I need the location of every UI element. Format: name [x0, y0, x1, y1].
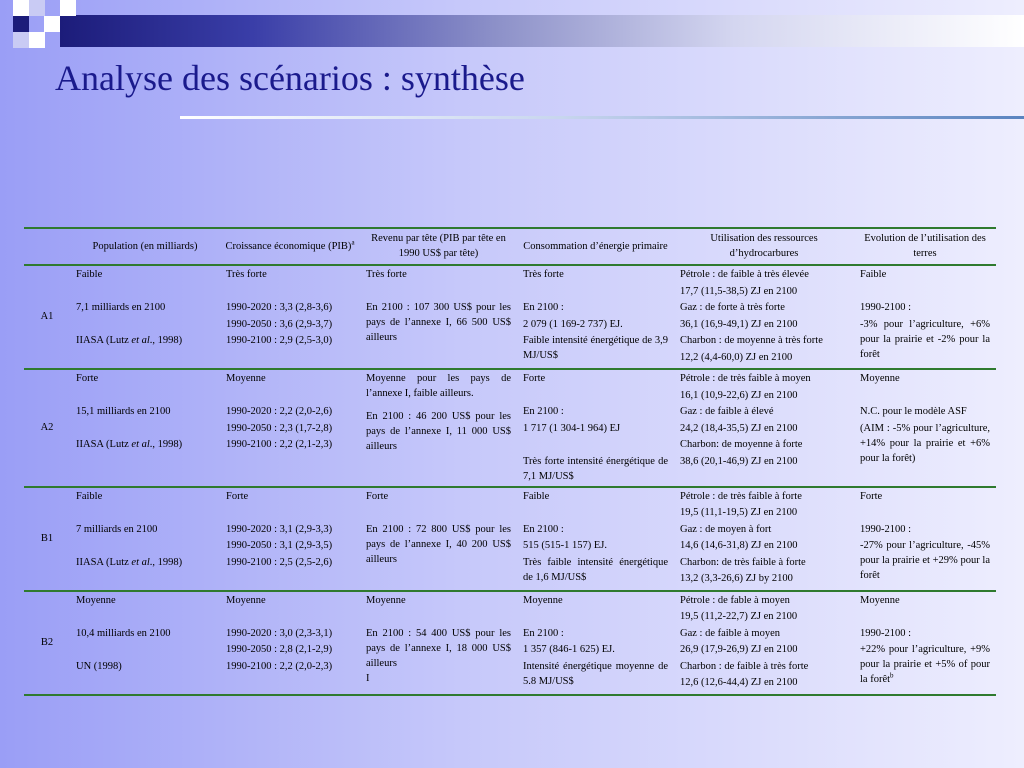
decor-square	[44, 16, 60, 32]
cell-line: 1990-2020 : 3,1 (2,9-3,3)	[226, 523, 333, 535]
cell-line: Gaz : de forte à très forte	[680, 302, 785, 313]
cell-croissance	[220, 591, 360, 695]
cell-energie	[517, 591, 674, 695]
cell-line: Moyenne	[226, 594, 266, 606]
cell-terres	[854, 265, 996, 369]
cell-line: Moyenne	[860, 373, 900, 384]
cell-spacer	[226, 284, 354, 301]
cell-line: Moyenne	[366, 594, 406, 606]
header-energie: Consommation d’énergie primaire	[517, 228, 674, 265]
cell-line: 1990-2100 : 2,9 (2,5-3,0)	[226, 335, 333, 346]
cell-line: UN (1998)	[76, 660, 122, 672]
cell-spacer	[366, 284, 511, 301]
cell-line: En 2100 : 107 300 US$ pour les pays de l’annexe I, 66 500 US$ ailleurs	[366, 302, 511, 343]
cell-spacer	[366, 505, 511, 522]
scenario-table-container	[24, 227, 996, 696]
scenario-label: B1	[24, 487, 70, 591]
source-text: ., 1998)	[149, 439, 183, 450]
cell-spacer	[76, 642, 214, 659]
page-title: Analyse des scénarios : synthèse	[55, 58, 525, 98]
table-row	[24, 369, 996, 487]
cell-line: Pétrole : de faible à très élevée	[680, 269, 809, 280]
cell-line: (AIM : -5% pour l’agriculture, +14% pour la prairie et +6% pour la forêt)	[860, 422, 990, 464]
cell-line: Moyenne pour les pays de l’annexe I, faible ailleurs.	[366, 373, 511, 399]
cell-line: Forte	[860, 490, 883, 502]
cell-spacer	[226, 505, 354, 522]
cell-line: Faible	[76, 490, 103, 502]
cell-spacer	[366, 609, 511, 626]
cell-line: 19,5 (11,2-22,7) ZJ en 2100	[680, 611, 798, 622]
cell-line	[860, 642, 990, 687]
cell-croissance	[220, 487, 360, 591]
cell-population	[70, 369, 220, 487]
cell-line: 1990-2100 :	[860, 627, 912, 639]
source-text: ., 1998)	[149, 335, 183, 346]
footnote-b: b	[890, 671, 894, 680]
cell-line: Charbon: de moyenne à forte	[680, 439, 803, 450]
cell-line: Moyenne	[76, 594, 116, 606]
source-text: IIASA (Lutz	[76, 335, 132, 346]
cell-spacer	[860, 609, 990, 626]
cell-line: 1990-2020 : 2,2 (2,0-2,6)	[226, 406, 333, 417]
scenario-table	[24, 227, 996, 696]
cell-line: 1990-2050 : 2,8 (2,1-2,9)	[226, 644, 333, 655]
cell-terres	[854, 591, 996, 695]
cell-line: 19,5 (11,1-19,5) ZJ en 2100	[680, 507, 798, 518]
header-gradient-bar	[60, 15, 1024, 47]
cell-hydrocarbures	[674, 265, 854, 369]
decor-square	[13, 32, 29, 48]
cell-hydrocarbures	[674, 369, 854, 487]
decor-square	[60, 0, 76, 16]
decor-square	[13, 16, 29, 32]
header-population: Population (en milliards)	[70, 228, 220, 265]
cell-population	[70, 265, 220, 369]
header-croissance-text: Croissance économique (PIB)	[225, 240, 352, 252]
cell-line: Faible intensité énergétique de 3,9 MJ/US$	[523, 335, 668, 361]
cell-line: Très faible intensité énergétique de 1,6 MJ/US$	[523, 556, 668, 583]
cell-line	[76, 437, 214, 454]
cell-energie	[517, 487, 674, 591]
cell-line: Charbon: de très faible à forte	[680, 556, 806, 568]
header-terres: Evolution de l’utilisation des terres	[854, 228, 996, 265]
cell-spacer	[523, 505, 668, 522]
cell-croissance	[220, 265, 360, 369]
source-text: IIASA (Lutz	[76, 439, 132, 450]
cell-line: En 2100 :	[523, 627, 564, 639]
cell-line: Très forte	[523, 269, 564, 280]
cell-line: 1990-2050 : 3,1 (2,9-3,5)	[226, 540, 333, 551]
source-text: ., 1998)	[149, 556, 183, 568]
title-underline	[180, 116, 1024, 119]
decor-square	[13, 0, 29, 16]
cell-line: 17,7 (11,5-38,5) ZJ en 2100	[680, 285, 798, 297]
cell-line: Charbon : de moyenne à très forte	[680, 335, 823, 346]
cell-spacer	[860, 505, 990, 522]
cell-line: 1990-2100 : 2,2 (2,1-2,3)	[226, 439, 333, 450]
cell-revenu	[360, 487, 517, 591]
cell-spacer	[860, 388, 990, 405]
cell-line: 7 milliards en 2100	[76, 523, 158, 535]
source-etal: et al	[131, 335, 150, 346]
cell-line: 515 (515-1 157) EJ.	[523, 540, 607, 551]
cell-line: Gaz : de moyen à fort	[680, 523, 772, 535]
cell-line: Pétrole : de très faible à moyen	[680, 373, 811, 384]
cell-revenu	[360, 265, 517, 369]
cell-line: 1990-2100 : 2,2 (2,0-2,3)	[226, 660, 333, 672]
cell-population	[70, 591, 220, 695]
source-text: IIASA (Lutz	[76, 556, 132, 568]
scenario-label: A1	[24, 265, 70, 369]
cell-spacer	[76, 284, 214, 301]
cell-line: 1990-2020 : 3,3 (2,8-3,6)	[226, 302, 333, 313]
cell-hydrocarbures	[674, 591, 854, 695]
table-header-row	[24, 228, 996, 265]
footnote-a: a	[351, 238, 355, 246]
cell-population	[70, 487, 220, 591]
cell-line: Très forte	[226, 269, 267, 280]
cell-line: Gaz : de faible à moyen	[680, 627, 780, 639]
header-hydrocarbures: Utilisation des ressources d’hydrocarbures	[674, 228, 854, 265]
cell-spacer	[76, 505, 214, 522]
cell-spacer	[76, 538, 214, 555]
cell-line: 1990-2050 : 3,6 (2,9-3,7)	[226, 318, 333, 330]
cell-line: 13,2 (3,3-26,6) ZJ by 2100	[680, 573, 793, 584]
decor-square	[29, 32, 45, 48]
cell-line: Faible	[523, 490, 550, 502]
cell-energie	[517, 265, 674, 369]
cell-line: 10,4 milliards en 2100	[76, 627, 171, 639]
cell-line: En 2100 : 72 800 US$ pour les pays de l’annexe I, 40 200 US$ ailleurs	[366, 523, 511, 565]
cell-line: 16,1 (10,9-22,6) ZJ en 2100	[680, 389, 798, 401]
cell-spacer	[860, 284, 990, 301]
cell-revenu	[360, 369, 517, 487]
cell-line: -3% pour l’agriculture, +6% pour la prairie et -2% pour la forêt	[860, 318, 990, 360]
cell-line: 1 357 (846-1 625) EJ.	[523, 644, 615, 655]
cell-line: Charbon : de faible à très forte	[680, 660, 809, 672]
cell-line: 1990-2100 : 2,5 (2,5-2,6)	[226, 556, 333, 568]
cell-line: 7,1 milliards en 2100	[76, 302, 166, 313]
table-row	[24, 265, 996, 369]
cell-line: 12,6 (12,6-44,4) ZJ en 2100	[680, 677, 798, 688]
cell-spacer	[76, 317, 214, 334]
cell-line: 1 717 (1 304-1 964) EJ	[523, 422, 621, 434]
decor-square	[29, 0, 45, 16]
cell-line: 12,2 (4,4-60,0) ZJ en 2100	[680, 351, 793, 363]
cell-line: 26,9 (17,9-26,9) ZJ en 2100	[680, 644, 798, 655]
cell-spacer	[523, 284, 668, 301]
cell-spacer	[523, 609, 668, 626]
cell-spacer	[76, 609, 214, 626]
cell-line: 1990-2100 :	[860, 302, 912, 313]
scenario-label: A2	[24, 369, 70, 487]
scenario-label: B2	[24, 591, 70, 695]
cell-line: 36,1 (16,9-49,1) ZJ en 2100	[680, 318, 798, 330]
cell-line: Forte	[226, 490, 249, 502]
cell-line: Pétrole : de très faible à forte	[680, 490, 802, 502]
cell-terres	[854, 487, 996, 591]
cell-line: Forte	[523, 373, 546, 384]
cell-line: Très forte intensité énergétique de 7,1 MJ/US$	[523, 455, 668, 482]
cell-line: 24,2 (18,4-35,5) ZJ en 2100	[680, 422, 798, 434]
cell-text: +22% pour l’agriculture, +9% pour la prairie et +5% of pour la forêt	[860, 644, 990, 685]
cell-line: 1990-2100 :	[860, 523, 912, 535]
cell-line: En 2100 :	[523, 302, 564, 313]
cell-spacer	[76, 421, 214, 438]
cell-line: 14,6 (14,6-31,8) ZJ en 2100	[680, 540, 798, 551]
cell-line: 1990-2020 : 3,0 (2,3-3,1)	[226, 627, 333, 639]
source-etal: et al	[131, 556, 150, 568]
cell-line: Très forte	[366, 269, 407, 280]
cell-revenu	[360, 591, 517, 695]
cell-spacer	[523, 437, 668, 454]
table-row	[24, 487, 996, 591]
cell-terres	[854, 369, 996, 487]
cell-line: 15,1 milliards en 2100	[76, 406, 171, 417]
cell-line: En 2100 :	[523, 523, 564, 535]
header-croissance	[220, 228, 360, 265]
source-etal: et al	[131, 439, 150, 450]
cell-line: En 2100 :	[523, 406, 564, 417]
cell-line	[76, 555, 214, 572]
cell-line: En 2100 : 46 200 US$ pour les pays de l’annexe I, 11 000 US$ ailleurs	[366, 411, 511, 452]
cell-spacer	[76, 388, 214, 405]
cell-croissance	[220, 369, 360, 487]
cell-line: -27% pour l’agriculture, -45% pour la prairie et +29% pour la forêt	[860, 540, 990, 581]
cell-hydrocarbures	[674, 487, 854, 591]
cell-energie	[517, 369, 674, 487]
cell-spacer	[366, 401, 511, 409]
cell-line: En 2100 : 54 400 US$ pour les pays de l’annexe I, 18 000 US$ ailleurs	[366, 627, 511, 669]
cell-line: 2 079 (1 169-2 737) EJ.	[523, 318, 623, 330]
cell-spacer	[226, 609, 354, 626]
cell-line: Faible	[860, 269, 887, 280]
header-revenu: Revenu par tête (PIB par tête en 1990 US$ par tête)	[360, 228, 517, 265]
cell-line: Moyenne	[226, 373, 266, 384]
cell-line: Forte	[76, 373, 99, 384]
cell-line: Faible	[76, 269, 103, 280]
cell-line: Moyenne	[523, 594, 563, 606]
cell-line: I	[366, 672, 370, 684]
cell-line: N.C. pour le modèle ASF	[860, 406, 967, 417]
cell-line: 1990-2050 : 2,3 (1,7-2,8)	[226, 422, 333, 434]
header-scenario	[24, 228, 70, 265]
cell-line: Intensité énergétique moyenne de 5.8 MJ/US$	[523, 660, 668, 687]
cell-line: Forte	[366, 490, 389, 502]
table-row	[24, 591, 996, 695]
cell-spacer	[226, 388, 354, 405]
cell-line: Pétrole : de fable à moyen	[680, 594, 790, 606]
cell-line: Moyenne	[860, 594, 900, 606]
cell-line: Gaz : de faible à élevé	[680, 406, 774, 417]
cell-line	[76, 333, 214, 350]
cell-spacer	[523, 388, 668, 405]
cell-line: 38,6 (20,1-46,9) ZJ en 2100	[680, 455, 798, 467]
